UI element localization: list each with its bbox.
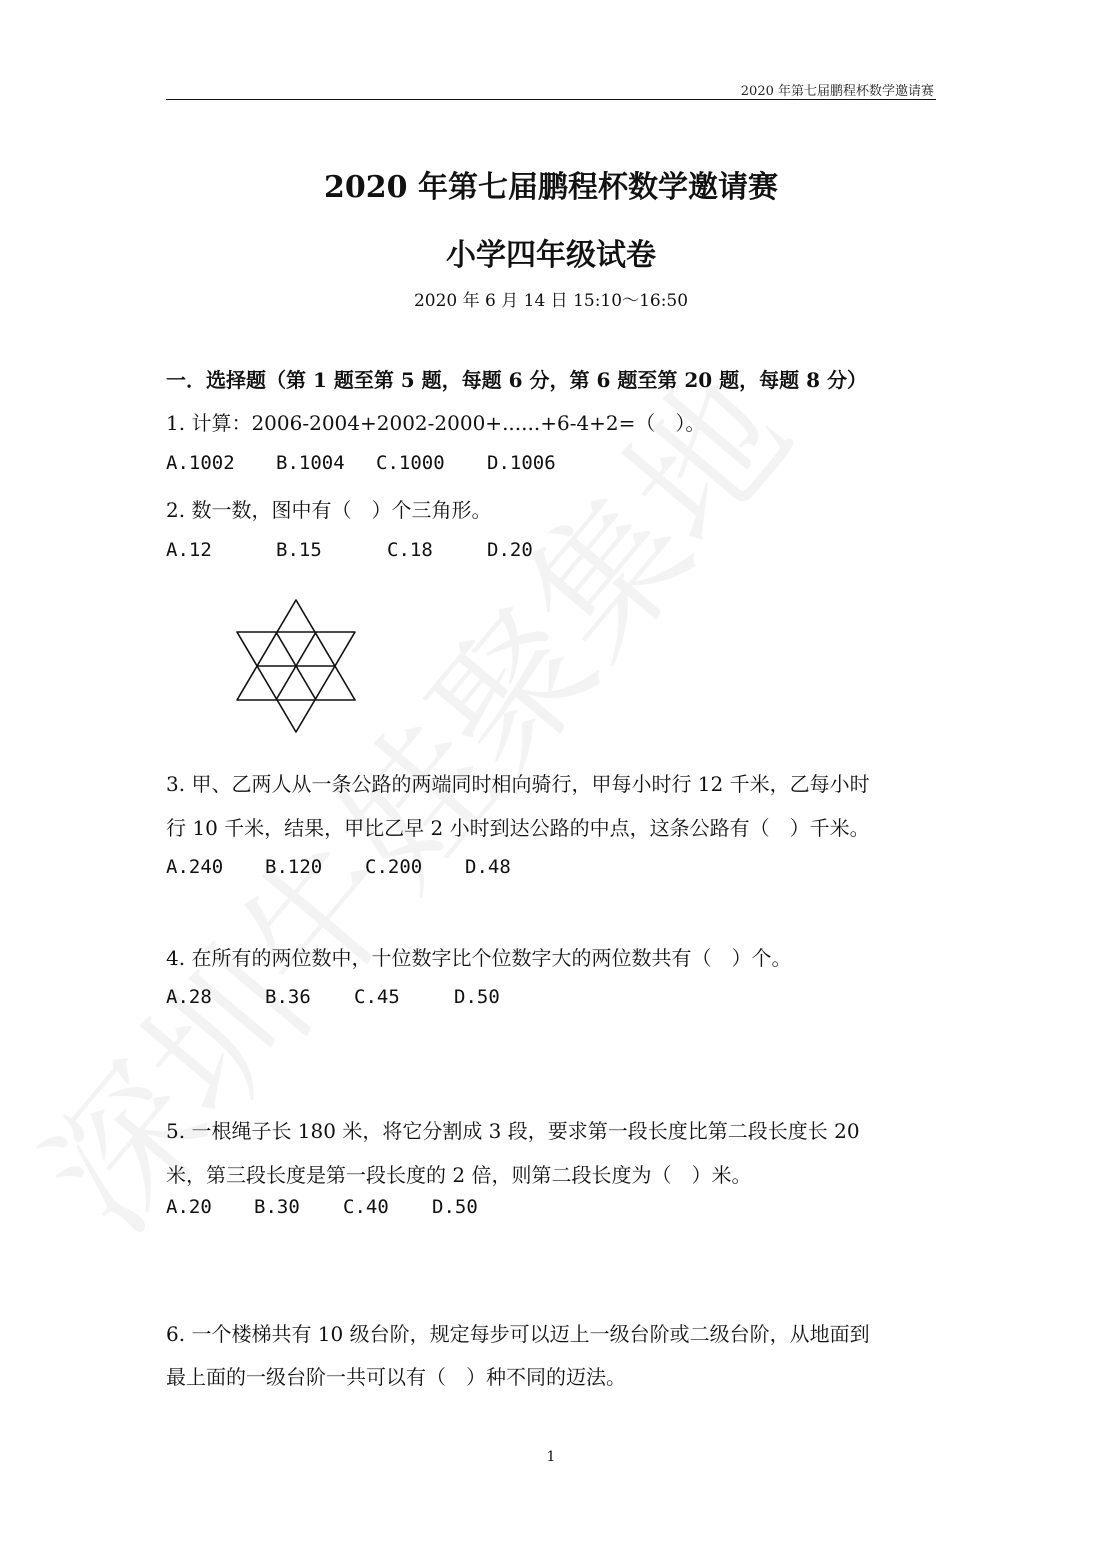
option-c: C.1000: [376, 452, 445, 474]
exam-date: 2020 年 6 月 14 日 15:10～16:50: [413, 291, 689, 311]
option-c: C.200: [365, 856, 423, 878]
page-number: 1: [546, 1449, 556, 1465]
option-d: D.20: [487, 539, 533, 561]
figure-up-triangle: [237, 600, 355, 700]
option-b: B.1004: [276, 452, 345, 474]
option-a: A.1002: [166, 452, 235, 474]
question-5-options: [166, 1196, 478, 1218]
running-header: 2020 年第七届鹏程杯数学邀请赛: [740, 84, 934, 99]
question-2-options: [166, 539, 533, 561]
option-a: A.240: [166, 856, 224, 878]
option-b: B.15: [276, 539, 322, 561]
option-b: B.120: [265, 856, 323, 878]
question-6-text-line-1: 6. 一个楼梯共有 10 级台阶，规定每步可以迈上一级台阶或二级台阶，从地面到: [166, 1322, 870, 1346]
question-6-text-line-2: 最上面的一级台阶一共可以有（ ）种不同的迈法。: [166, 1365, 626, 1389]
question-1-options: [166, 452, 556, 474]
question-2-text: 2. 数一数，图中有（ ）个三角形。: [166, 498, 492, 522]
option-c: C.45: [354, 986, 400, 1008]
option-b: B.30: [254, 1196, 300, 1218]
option-a: A.28: [166, 986, 212, 1008]
option-b: B.36: [265, 986, 311, 1008]
exam-title: 2020 年第七届鹏程杯数学邀请赛: [324, 170, 778, 205]
option-d: D.50: [454, 986, 500, 1008]
option-d: D.50: [432, 1196, 478, 1218]
section-heading: 一．选择题（第 1 题至第 5 题，每题 6 分，第 6 题至第 20 题，每题 8 分）: [166, 368, 867, 392]
option-a: A.20: [166, 1196, 212, 1218]
figure-down-triangle: [237, 632, 355, 732]
question-3-options: [166, 856, 511, 878]
option-a: A.12: [166, 539, 212, 561]
question-1-text: 1. 计算：2006-2004+2002-2000+......+6-4+2=（ ）。: [166, 411, 706, 435]
option-d: D.1006: [487, 452, 556, 474]
option-c: C.40: [343, 1196, 389, 1218]
question-3-text-line-2: 行 10 千米，结果，甲比乙早 2 小时到达公路的中点，这条公路有（ ）千米。: [166, 816, 870, 840]
figure-inner-lines: [256, 632, 336, 700]
question-4-options: [166, 986, 500, 1008]
question-5-text-line-2: 米，第三段长度是第一段长度的 2 倍，则第二段长度为（ ）米。: [166, 1163, 752, 1187]
question-4-text: 4. 在所有的两位数中，十位数字比个位数字大的两位数共有（ ）个。: [166, 946, 792, 970]
question-5-text-line-1: 5. 一根绳子长 180 米，将它分割成 3 段，要求第一段长度比第二段长度长 20: [166, 1119, 860, 1143]
exam-subtitle: 小学四年级试卷: [446, 238, 656, 273]
question-3-text-line-1: 3. 甲、乙两人从一条公路的两端同时相向骑行，甲每小时行 12 千米，乙每小时: [166, 772, 870, 796]
triangle-star-figure: [226, 592, 366, 736]
header-rule: [166, 99, 936, 100]
option-d: D.48: [465, 856, 511, 878]
option-c: C.18: [387, 539, 433, 561]
